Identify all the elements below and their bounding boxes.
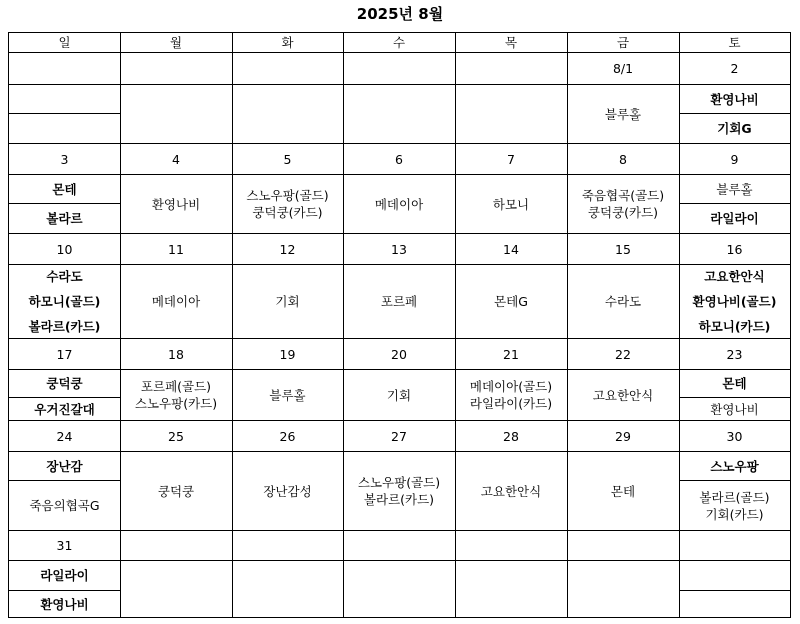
event-cell: 볼라르 [46, 211, 83, 226]
day-number: 7 [507, 151, 515, 167]
event-cell [343, 452, 455, 530]
grid-line [679, 590, 790, 591]
event-cell: 라일라이 [710, 211, 759, 226]
event-text: 고요한안식 [704, 269, 765, 284]
event-text: 볼라르(카드) [363, 492, 435, 507]
event-cell: 하모니 [492, 196, 530, 212]
event-cell: 스노우팡 [710, 458, 759, 474]
week-separator [9, 530, 790, 531]
day-number: 19 [279, 346, 296, 362]
event-text: 죽음협곡(골드) [581, 188, 665, 203]
day-number: 6 [395, 151, 403, 167]
event-cell: 몬테 [722, 376, 747, 391]
event-text: 스노우팡(카드) [134, 396, 218, 411]
event-cell: 기회G [717, 121, 752, 136]
event-cell: 환영나비 [710, 91, 759, 107]
event-cell: 기회 [386, 387, 412, 403]
event-text: 스노우팡(골드) [357, 475, 441, 490]
grid-line [9, 113, 120, 114]
day-number: 9 [730, 151, 739, 167]
event-cell: 우거진갈대 [34, 401, 95, 417]
day-number: 22 [615, 346, 631, 362]
event-cell: 메데이아 [151, 294, 201, 309]
event-text: 환영나비(골드) [692, 294, 777, 309]
day-number: 30 [726, 428, 743, 444]
event-cell: 몬테 [610, 483, 636, 499]
day-number: 24 [56, 428, 73, 444]
day-number: 5 [283, 151, 292, 167]
weekday-tue: 화 [281, 35, 294, 50]
day-number: 8 [619, 151, 627, 167]
event-text: 스노우팡(골드) [246, 188, 329, 203]
day-number: 15 [615, 241, 631, 257]
weekday-fri: 금 [616, 35, 630, 50]
event-text: 볼라르(골드) [699, 489, 770, 505]
day-number: 20 [391, 346, 407, 362]
weekday-mon: 월 [169, 35, 183, 50]
day-number: 29 [615, 428, 631, 444]
event-cell: 환영나비 [40, 596, 89, 612]
event-cell: 환영나비 [151, 196, 201, 212]
event-text: 기회(카드) [705, 506, 764, 522]
event-cell [232, 175, 343, 233]
day-number: 12 [279, 241, 296, 257]
event-cell [9, 265, 120, 338]
event-cell: 포르페 [380, 294, 418, 309]
calendar-title: 2025년 8월 [356, 5, 444, 23]
event-text: 수라도 [46, 269, 83, 284]
event-cell: 기회 [275, 294, 300, 309]
calendar-grid [8, 32, 791, 618]
event-cell: 쿵덕쿵 [157, 483, 195, 499]
day-number: 3 [60, 151, 69, 167]
event-cell: 환영나비 [710, 401, 759, 417]
day-number: 4 [172, 151, 180, 167]
event-cell: 고요한안식 [480, 483, 542, 499]
event-cell: 죽음의협곡G [29, 498, 100, 513]
event-text: 포르페(골드) [140, 379, 212, 394]
weekday-thu: 목 [504, 35, 518, 50]
day-number: 21 [503, 346, 519, 362]
event-text: 쿵덕쿵(카드) [252, 205, 323, 220]
day-number: 25 [168, 428, 184, 444]
event-text: 메데이아(골드) [469, 379, 553, 394]
day-number: 13 [391, 241, 407, 257]
day-number: 18 [168, 346, 184, 362]
day-number: 2 [730, 61, 739, 76]
weekday-sun: 일 [58, 35, 71, 50]
event-cell [120, 370, 232, 420]
day-number: 14 [503, 241, 519, 257]
event-cell: 블루홀 [269, 387, 306, 403]
event-cell: 수라도 [604, 294, 642, 309]
event-cell [679, 265, 790, 338]
event-cell: 블루홀 [716, 181, 753, 197]
event-cell: 블루홀 [604, 106, 642, 122]
day-number: 10 [56, 241, 73, 257]
event-text: 하모니(카드) [698, 319, 771, 334]
event-cell [567, 175, 679, 233]
event-cell [455, 370, 567, 420]
day-number: 8/1 [612, 61, 634, 76]
day-number: 17 [56, 346, 73, 362]
event-text: 볼라르(카드) [28, 319, 101, 334]
event-cell: 라일라이 [40, 568, 89, 583]
day-number: 28 [503, 428, 519, 444]
weekday-wed: 수 [392, 35, 406, 50]
day-number: 26 [279, 428, 296, 444]
day-number: 27 [391, 428, 407, 444]
event-cell: 쿵덕쿵 [46, 376, 83, 391]
event-text: 하모니(골드) [28, 294, 101, 309]
day-number: 11 [168, 241, 184, 257]
day-number: 16 [726, 241, 743, 257]
event-cell: 장난감성 [263, 483, 312, 499]
event-cell: 몬테G [494, 294, 528, 309]
event-text: 쿵덕쿵(카드) [587, 205, 659, 220]
event-cell: 몬테 [52, 181, 77, 197]
event-cell [679, 481, 790, 530]
day-number: 31 [56, 538, 73, 553]
day-number: 23 [726, 346, 743, 362]
event-text: 라일라이(카드) [469, 396, 553, 411]
event-cell: 고요한안식 [592, 387, 654, 403]
event-cell: 장난감 [46, 458, 83, 474]
grid-line [9, 560, 790, 561]
event-cell: 메데이아 [374, 196, 424, 212]
weekday-sat: 토 [728, 35, 741, 50]
